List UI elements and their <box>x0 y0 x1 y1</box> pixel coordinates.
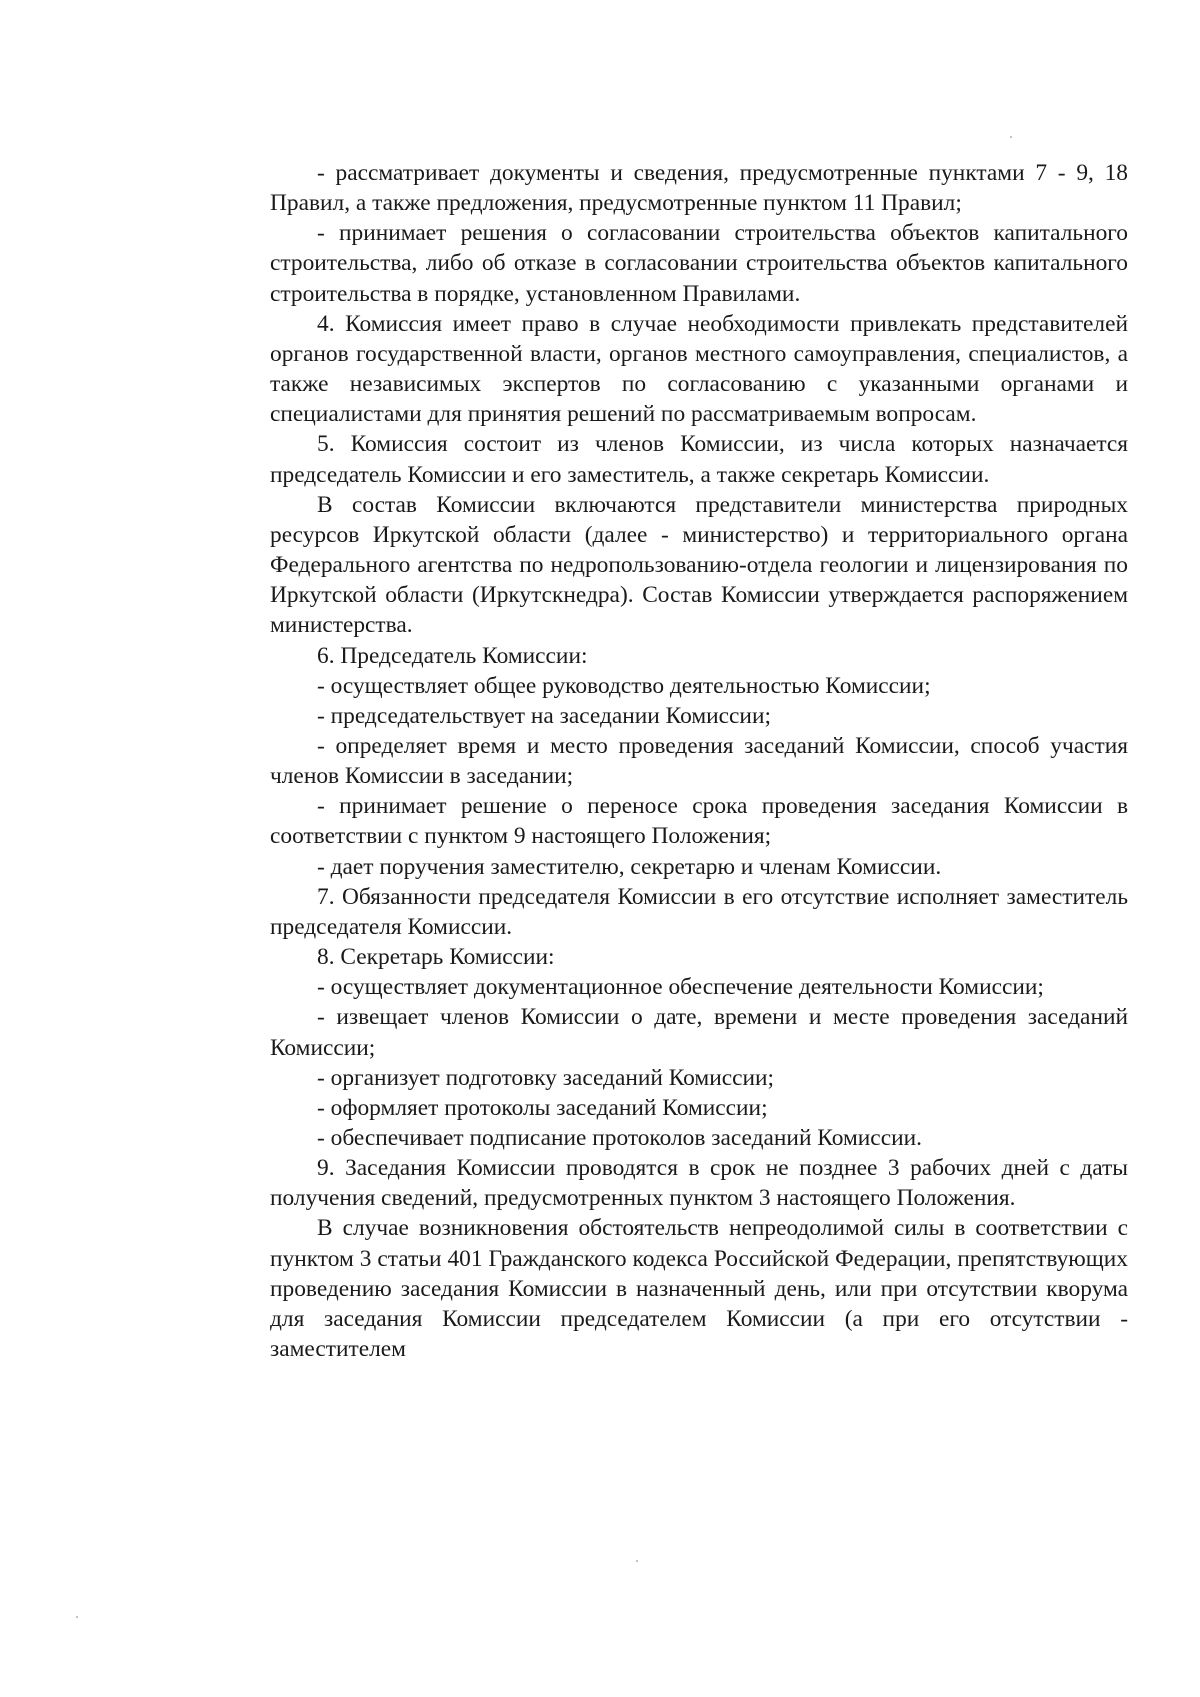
paragraph: В случае возникновения обстоятельств непреодолимой силы в соответствии с пунктом 3 статьи 401 Гражданского кодекса Российской Федерации, препятствующих проведению заседания Комиссии в назначенный день, или при отсутствии кворума для заседания Комиссии председателем Комиссии (а при его отсутствии - заместителем <box>270 1215 1128 1363</box>
scan-speck <box>1010 136 1012 138</box>
paragraph: - обеспечивает подписание протоколов заседаний Комиссии. <box>317 1125 922 1151</box>
paragraph: - принимает решения о согласовании строительства объектов капитального строительства, либо об отказе в согласовании строительства объектов капитального строительства в порядке, установленном Правилами. <box>270 220 1128 307</box>
paragraph: 8. Секретарь Комиссии: <box>317 944 555 971</box>
paragraph: - дает поручения заместителю, секретарю и членам Комиссии. <box>317 853 942 880</box>
paragraph: - рассматривает документы и сведения, предусмотренные пунктами 7 - 9, 18 Правил, а также предложения, предусмотренные пунктом 11 Правил; <box>270 160 1128 217</box>
paragraph: - принимает решение о переносе срока проведения заседания Комиссии в соответствии с пунктом 9 настоящего Положения; <box>270 793 1128 850</box>
paragraph: - осуществляет документационное обеспечение деятельности Комиссии; <box>317 974 1044 1001</box>
paragraph: - оформляет протоколы заседаний Комиссии; <box>317 1094 768 1121</box>
paragraph: - определяет время и место проведения заседаний Комиссии, способ участия членов Комиссии в заседании; <box>270 732 1128 790</box>
scan-speck <box>76 1616 78 1618</box>
paragraph: 7. Обязанности председателя Комиссии в его отсутствие исполняет заместитель председателя Комиссии. <box>270 883 1128 940</box>
paragraph: 4. Комиссия имеет право в случае необходимости привлекать представителей органов государственной власти, органов местного самоуправления, специалистов, а также независимых экспертов по согласованию с указанными органами и специалистами для принятия решений по рассматриваемым вопросам. <box>270 310 1128 428</box>
paragraph: - организует подготовку заседаний Комиссии; <box>317 1064 775 1091</box>
paragraph: - осуществляет общее руководство деятельностью Комиссии; <box>317 672 931 699</box>
paragraph: - извещает членов Комиссии о дате, времени и месте проведения заседаний Комиссии; <box>270 1004 1128 1061</box>
paragraph: - председательствует на заседании Комиссии; <box>317 702 771 729</box>
document-body <box>270 158 1128 1364</box>
paragraph: В состав Комиссии включаются представители министерства природных ресурсов Иркутской области (далее - министерство) и территориального органа Федерального агентства по недропользованию-отдела геологии и лицензирования по Иркутской области (Иркутскнедра). Состав Комиссии утверждается распоряжением министерства. <box>270 491 1128 639</box>
paragraph: 5. Комиссия состоит из членов Комиссии, из числа которых назначается председатель Комиссии и его заместитель, а также секретарь Комиссии. <box>270 431 1128 488</box>
paragraph: 6. Председатель Комиссии: <box>317 642 588 669</box>
scan-speck <box>636 1560 638 1562</box>
paragraph: 9. Заседания Комиссии проводятся в срок не позднее 3 рабочих дней с даты получения сведений, предусмотренных пунктом 3 настоящего Положения. <box>270 1155 1128 1212</box>
